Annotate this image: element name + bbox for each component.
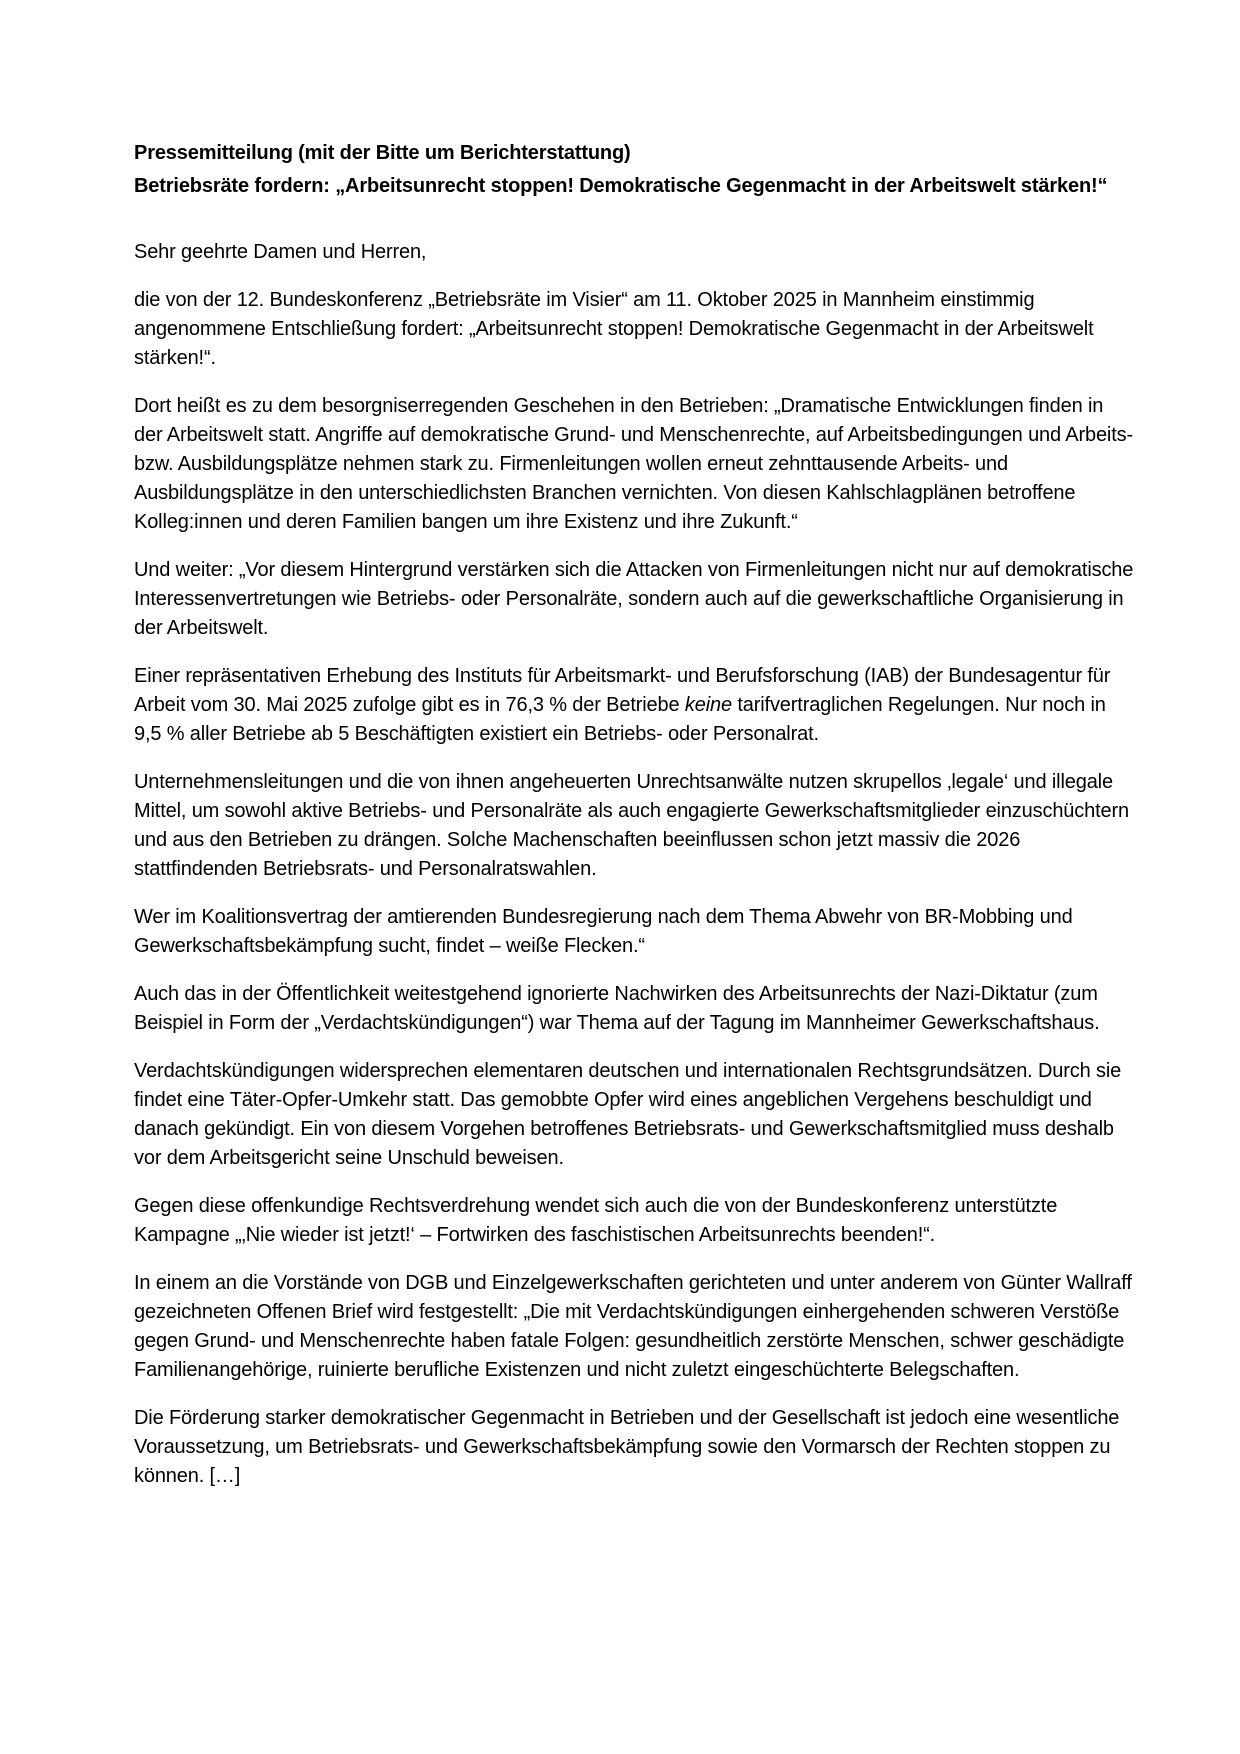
paragraph — [134, 1269, 1136, 1385]
page-title: Betriebsräte fordern: „Arbeitsunrecht stoppen! Demokratische Gegenmacht in der Arbeitswelt stärken!“ — [134, 175, 1108, 197]
text-run: tarifvertraglichen Regelungen. Nur noch in 9,5 % aller Betriebe ab 5 Beschäftigten existiert ein Betriebs- oder Personalrat. — [134, 694, 1106, 745]
paragraph — [134, 980, 1136, 1038]
paragraph — [134, 1404, 1136, 1491]
paragraph — [134, 1192, 1136, 1250]
text-run: Einer repräsentativen Erhebung des Instituts für Arbeitsmarkt- und Berufsforschung (IAB) der Bundesagentur für Arbeit vom 30. Mai 2025 zufolge gibt es in 76,3 % der Betriebe — [134, 665, 1111, 716]
paragraph — [134, 662, 1136, 749]
text-run: Sehr geehrte Damen und Herren, — [134, 241, 427, 263]
text-run: Auch das in der Öffentlichkeit weitestgehend ignorierte Nachwirken des Arbeitsunrechts der Nazi-Diktatur (zum Beispiel in Form der „Verdachtskündigungen“) war Thema auf der Tagung im Mannheimer Gewerkschaftshaus. — [134, 983, 1100, 1034]
paragraph — [134, 238, 1136, 267]
paragraph — [134, 768, 1136, 884]
text-run: In einem an die Vorstände von DGB und Einzelgewerkschaften gerichteten und unter anderem von Günter Wallraff gezeichneten Offenen Brief wird festgestellt: „Die mit Verdachtskündigungen einhergehenden schweren Verstöße gegen Grund- und Menschenrechte haben fatale Folgen: gesundheitlich zerstörte Menschen, schwer geschädigte Familienangehörige, ruinierte berufliche Existenzen und nicht zuletzt eingeschüchterte Belegschaften. — [134, 1272, 1132, 1381]
text-run: Die Förderung starker demokratischer Gegenmacht in Betrieben und der Gesellschaft ist jedoch eine wesentliche Voraussetzung, um Betriebsrats- und Gewerkschaftsbekämpfung sowie den Vormarsch der Rechten stoppen zu können. […] — [134, 1407, 1120, 1487]
document-kind-heading: Pressemitteilung (mit der Bitte um Berichterstattung) — [134, 142, 631, 164]
text-run: Und weiter: „Vor diesem Hintergrund verstärken sich die Attacken von Firmenleitungen nicht nur auf demokratische Interessenvertretungen wie Betriebs- oder Personalräte, sondern auch auf die gewerkschaftliche Organisierung in der Arbeitswelt. — [134, 559, 1134, 639]
italic-text-run: keine — [684, 694, 732, 716]
paragraph — [134, 1057, 1136, 1173]
paragraph — [134, 392, 1136, 537]
text-run: Gegen diese offenkundige Rechtsverdrehung wendet sich auch die von der Bundeskonferenz unterstützte Kampagne „‚Nie wieder ist jetzt!‘ – Fortwirken des faschistischen Arbeitsunrechts beenden!“. — [134, 1195, 1058, 1246]
document-body — [134, 238, 1136, 1491]
paragraph — [134, 556, 1136, 643]
text-run: Wer im Koalitionsvertrag der amtierenden Bundesregierung nach dem Thema Abwehr von BR-Mobbing und Gewerkschaftsbekämpfung sucht, findet – weiße Flecken.“ — [134, 906, 1073, 957]
text-run: Dort heißt es zu dem besorgniserregenden Geschehen in den Betrieben: „Dramatische Entwicklungen finden in der Arbeitswelt statt. Angriffe auf demokratische Grund- und Menschenrechte, auf Arbeitsbedingungen und Arbeits- bzw. Ausbildungsplätze nehmen stark zu. Firmenleitungen wollen erneut zehnttausende Arbeits- und Ausbildungsplätze in den unterschiedlichsten Branchen vernichten. Von diesen Kahlschlagplänen betroffene Kolleg:innen und deren Familien bangen um ihre Existenz und ihre Zukunft.“ — [134, 395, 1133, 533]
text-run: Verdachtskündigungen widersprechen elementaren deutschen und internationalen Rechtsgrundsätzen. Durch sie findet eine Täter-Opfer-Umkehr statt. Das gemobbte Opfer wird eines angeblichen Vergehens beschuldigt und danach gekündigt. Ein von diesem Vorgehen betroffenes Betriebsrats- und Gewerkschaftsmitglied muss deshalb vor dem Arbeitsgericht seine Unschuld beweisen. — [134, 1060, 1122, 1169]
paragraph — [134, 286, 1136, 373]
text-run: Unternehmensleitungen und die von ihnen angeheuerten Unrechtsanwälte nutzen skrupellos ‚legale‘ und illegale Mittel, um sowohl aktive Betriebs- und Personalräte als auch engagierte Gewerkschaftsmitglieder einzuschüchtern und aus den Betrieben zu drängen. Solche Machenschaften beeinflussen schon jetzt massiv die 2026 stattfindenden Betriebsrats- und Personalratswahlen. — [134, 771, 1129, 880]
paragraph — [134, 903, 1136, 961]
text-run: die von der 12. Bundeskonferenz „Betriebsräte im Visier“ am 11. Oktober 2025 in Mannheim einstimmig angenommene Entschließung fordert: „Arbeitsunrecht stoppen! Demokratische Gegenmacht in der Arbeitswelt stärken!“. — [134, 289, 1094, 369]
